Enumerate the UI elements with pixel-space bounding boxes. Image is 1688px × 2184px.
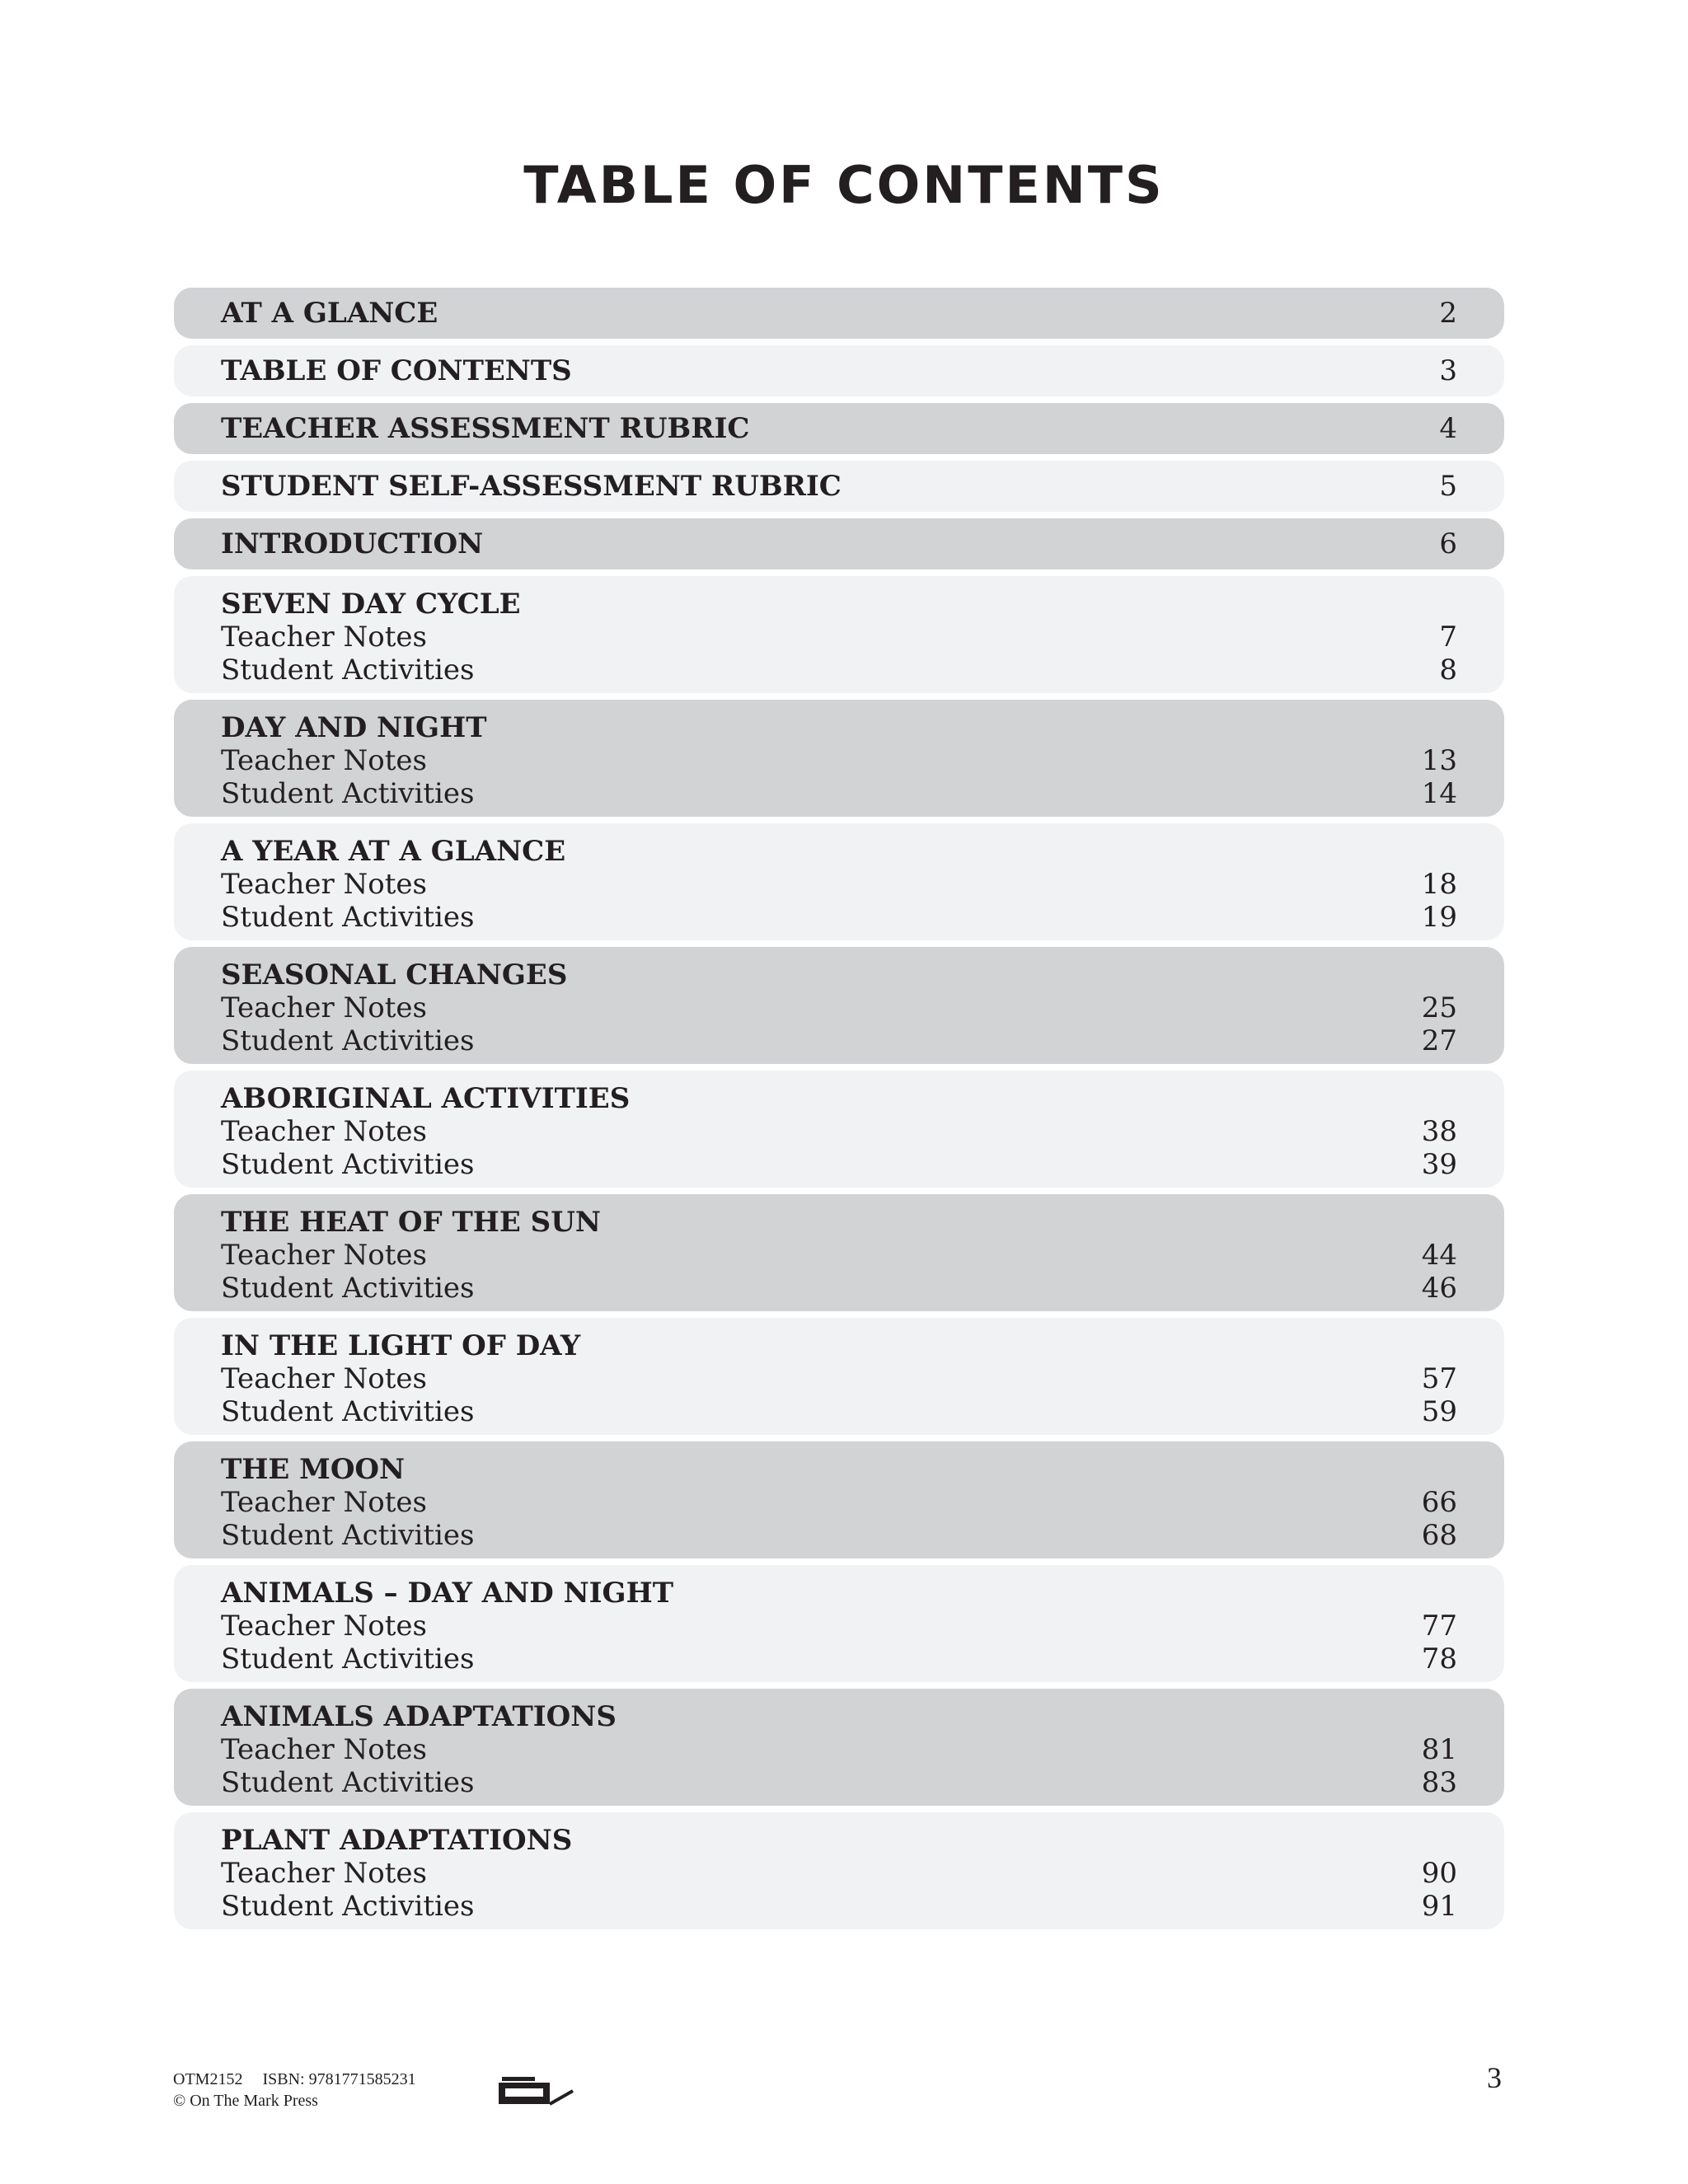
toc-section-heading: SEASONAL CHANGES [221,958,568,991]
toc-section-heading: IN THE LIGHT OF DAY [221,1329,581,1362]
toc-entry-student[interactable] [221,1890,1457,1923]
entry-page: 68 [1421,1519,1457,1552]
toc-entry-teacher[interactable] [221,1610,1457,1643]
entry-page: 66 [1421,1486,1457,1519]
entry-label: Teacher Notes [221,744,428,777]
toc-section-heading: SEVEN DAY CYCLE [221,588,521,621]
entry-page: 78 [1421,1643,1457,1675]
entry-label: Student Activities [221,1643,475,1675]
entry-page: 77 [1421,1610,1457,1643]
isbn: ISBN: 9781771585231 [262,2070,416,2088]
toc-entry-teacher[interactable] [221,991,1457,1024]
entry-page: 44 [1421,1239,1457,1272]
toc-entry-student[interactable] [221,1148,1457,1181]
toc-row[interactable] [174,288,1504,339]
footer-publisher-info [173,2069,416,2111]
entry-label: Teacher Notes [221,1362,428,1395]
entry-label: Teacher Notes [221,621,428,654]
toc-row[interactable] [174,461,1504,512]
entry-page: 39 [1421,1148,1457,1181]
toc-page-number: 5 [1439,470,1457,503]
entry-page: 7 [1439,621,1457,654]
entry-page: 38 [1421,1115,1457,1148]
toc-page-number: 4 [1439,412,1457,445]
toc-entry-student[interactable] [221,1519,1457,1552]
table-of-contents [174,288,1504,1936]
entry-page: 18 [1421,868,1457,901]
toc-section[interactable] [174,1071,1504,1188]
toc-section-heading: THE HEAT OF THE SUN [221,1206,601,1239]
toc-page-number: 6 [1439,527,1457,560]
toc-entry-teacher[interactable] [221,621,1457,654]
product-code: OTM2152 [173,2070,243,2088]
entry-label: Student Activities [221,1272,475,1305]
entry-label: Student Activities [221,654,475,687]
entry-label: Student Activities [221,777,475,810]
toc-section[interactable] [174,576,1504,693]
entry-page: 83 [1421,1766,1457,1799]
toc-entry-student[interactable] [221,777,1457,810]
toc-entry-student[interactable] [221,654,1457,687]
page-title: TABLE OF CONTENTS [523,155,1165,215]
entry-page: 46 [1421,1272,1457,1305]
toc-entry-student[interactable] [221,1643,1457,1675]
toc-section[interactable] [174,1318,1504,1435]
entry-label: Student Activities [221,1024,475,1057]
toc-section-heading: ANIMALS ADAPTATIONS [221,1700,617,1733]
entry-label: Teacher Notes [221,1486,428,1519]
toc-section-heading: PLANT ADAPTATIONS [221,1824,573,1857]
entry-page: 13 [1421,744,1457,777]
toc-section[interactable] [174,1565,1504,1682]
entry-label: Teacher Notes [221,1239,428,1272]
toc-entry-student[interactable] [221,1272,1457,1305]
toc-section-heading: DAY AND NIGHT [221,711,487,744]
page-number: 3 [1487,2061,1502,2094]
toc-row[interactable] [174,518,1504,569]
toc-section[interactable] [174,1194,1504,1311]
toc-row[interactable] [174,345,1504,396]
toc-page-number: 2 [1439,297,1457,330]
entry-page: 19 [1421,901,1457,934]
copyright: © On The Mark Press [173,2092,318,2110]
toc-section[interactable] [174,1812,1504,1929]
toc-row[interactable] [174,403,1504,454]
toc-section-heading: THE MOON [221,1453,406,1486]
toc-page-number: 3 [1439,354,1457,387]
toc-heading: TABLE OF CONTENTS [221,354,572,387]
entry-page: 25 [1421,991,1457,1024]
toc-section-heading: ANIMALS – DAY AND NIGHT [221,1577,674,1610]
entry-label: Student Activities [221,1148,475,1181]
toc-heading: TEACHER ASSESSMENT RUBRIC [221,412,750,445]
toc-entry-teacher[interactable] [221,1239,1457,1272]
entry-page: 91 [1421,1890,1457,1923]
toc-entry-teacher[interactable] [221,1733,1457,1766]
toc-entry-student[interactable] [221,1024,1457,1057]
toc-heading: INTRODUCTION [221,527,484,560]
toc-heading: STUDENT SELF-ASSESSMENT RUBRIC [221,470,842,503]
entry-label: Teacher Notes [221,991,428,1024]
entry-label: Teacher Notes [221,1857,428,1890]
toc-section[interactable] [174,1441,1504,1558]
toc-section[interactable] [174,947,1504,1064]
toc-entry-student[interactable] [221,1766,1457,1799]
toc-entry-teacher[interactable] [221,1486,1457,1519]
entry-label: Teacher Notes [221,1610,428,1643]
publisher-logo-icon [497,2074,574,2107]
entry-label: Teacher Notes [221,1733,428,1766]
toc-entry-teacher[interactable] [221,1362,1457,1395]
entry-page: 59 [1421,1395,1457,1428]
entry-label: Student Activities [221,1519,475,1552]
toc-section-heading: A YEAR AT A GLANCE [221,835,566,868]
toc-section-heading: ABORIGINAL ACTIVITIES [221,1082,631,1115]
entry-page: 8 [1439,654,1457,687]
entry-page: 14 [1421,777,1457,810]
toc-entry-teacher[interactable] [221,1115,1457,1148]
entry-label: Student Activities [221,901,475,934]
toc-entry-student[interactable] [221,901,1457,934]
toc-entry-teacher[interactable] [221,744,1457,777]
toc-section[interactable] [174,823,1504,940]
entry-page: 57 [1421,1362,1457,1395]
toc-heading: AT A GLANCE [221,297,438,330]
toc-entry-teacher[interactable] [221,1857,1457,1890]
entry-page: 27 [1421,1024,1457,1057]
entry-label: Student Activities [221,1890,475,1923]
entry-page: 81 [1421,1733,1457,1766]
toc-entry-student[interactable] [221,1395,1457,1428]
toc-section[interactable] [174,700,1504,817]
entry-label: Student Activities [221,1766,475,1799]
entry-label: Student Activities [221,1395,475,1428]
entry-label: Teacher Notes [221,868,428,901]
toc-section[interactable] [174,1689,1504,1806]
toc-entry-teacher[interactable] [221,868,1457,901]
entry-page: 90 [1421,1857,1457,1890]
entry-label: Teacher Notes [221,1115,428,1148]
